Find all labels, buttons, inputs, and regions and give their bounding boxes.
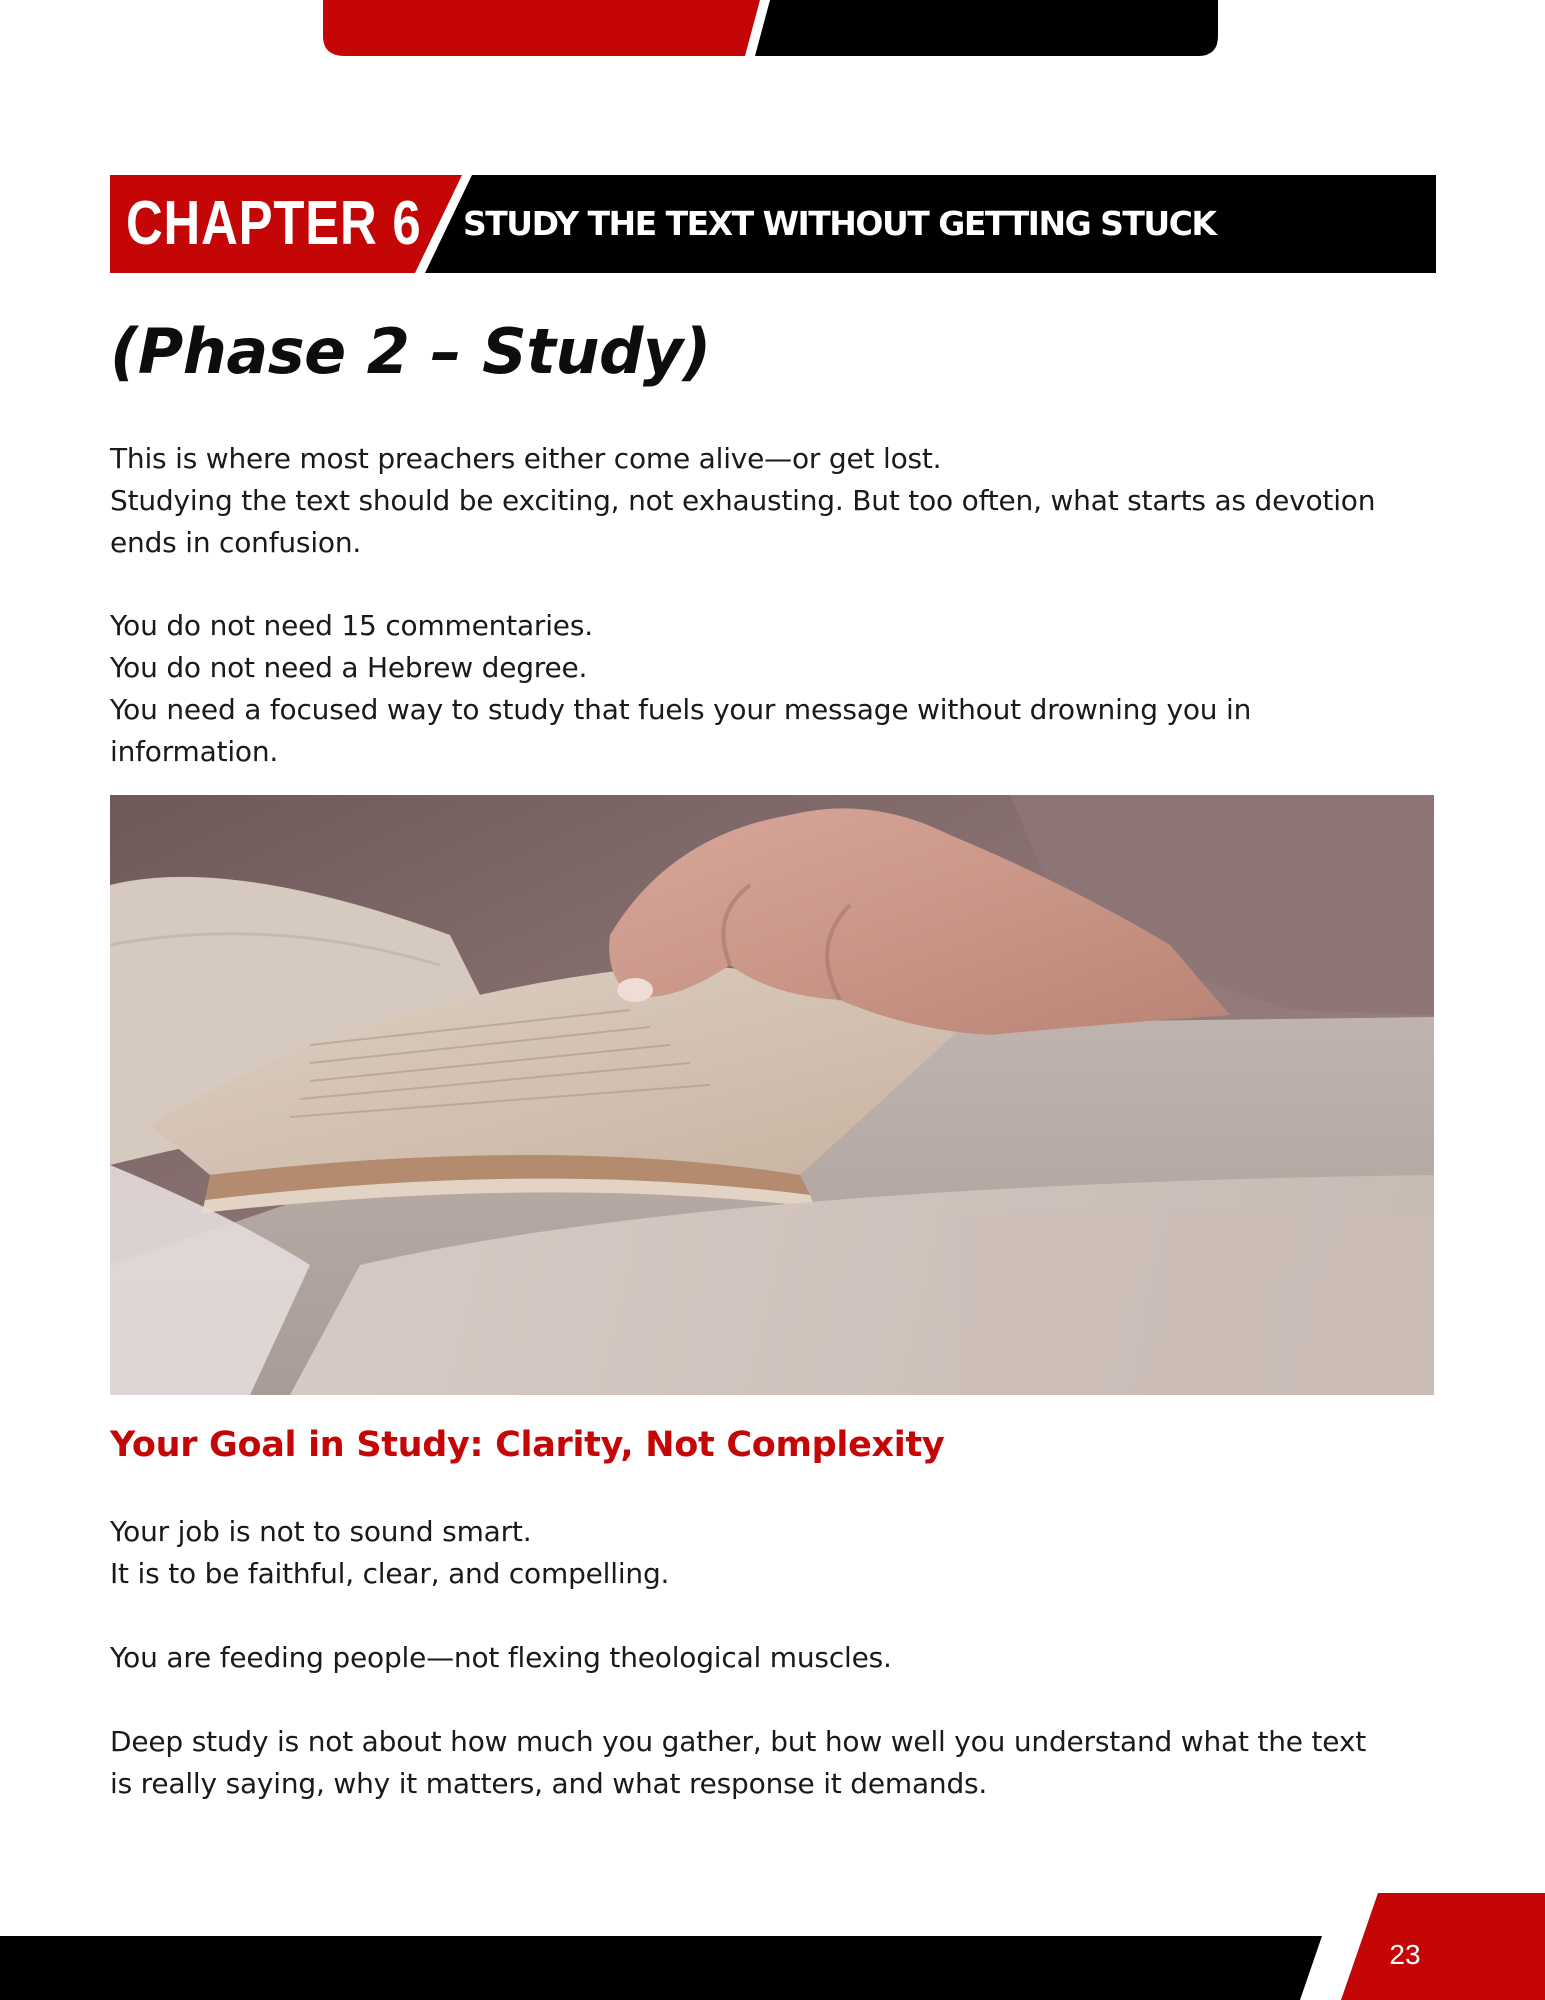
page-number: 23 <box>1389 1939 1421 1970</box>
needs-line: You do not need a Hebrew degree. <box>110 651 588 684</box>
section-paragraph-1 <box>110 1511 1440 1595</box>
hand-on-book-photo <box>110 795 1434 1395</box>
intro-line: ends in confusion. <box>110 526 362 559</box>
chapter-title: STUDY THE TEXT WITHOUT GETTING STUCK <box>463 204 1216 243</box>
section-paragraph-2 <box>110 1637 1440 1679</box>
intro-line: This is where most preachers either come alive—or get lost. <box>110 442 942 475</box>
needs-line: You need a focused way to study that fuels your message without drowning you in <box>110 693 1252 726</box>
phase-heading: (Phase 2 – Study) <box>110 315 711 388</box>
needs-line: information. <box>110 735 279 768</box>
chapter-label: CHAPTER 6 <box>126 189 422 258</box>
intro-line: Studying the text should be exciting, not exhausting. But too often, what starts as devotion <box>110 484 1376 517</box>
needs-paragraph <box>110 605 1440 773</box>
section-line: Your job is not to sound smart. <box>110 1515 532 1548</box>
intro-paragraph <box>110 438 1440 564</box>
section-line: It is to be faithful, clear, and compelling. <box>110 1557 670 1590</box>
section-line: Deep study is not about how much you gather, but how well you understand what the text <box>110 1725 1366 1758</box>
section-paragraph-3 <box>110 1721 1440 1805</box>
footer-band <box>0 1890 1545 2000</box>
section-line: is really saying, why it matters, and what response it demands. <box>110 1767 988 1800</box>
needs-line: You do not need 15 commentaries. <box>110 609 593 642</box>
section-line: You are feeding people—not flexing theological muscles. <box>110 1641 892 1674</box>
top-decorative-tab <box>0 0 1545 60</box>
section-heading: Your Goal in Study: Clarity, Not Complexity <box>110 1425 945 1465</box>
